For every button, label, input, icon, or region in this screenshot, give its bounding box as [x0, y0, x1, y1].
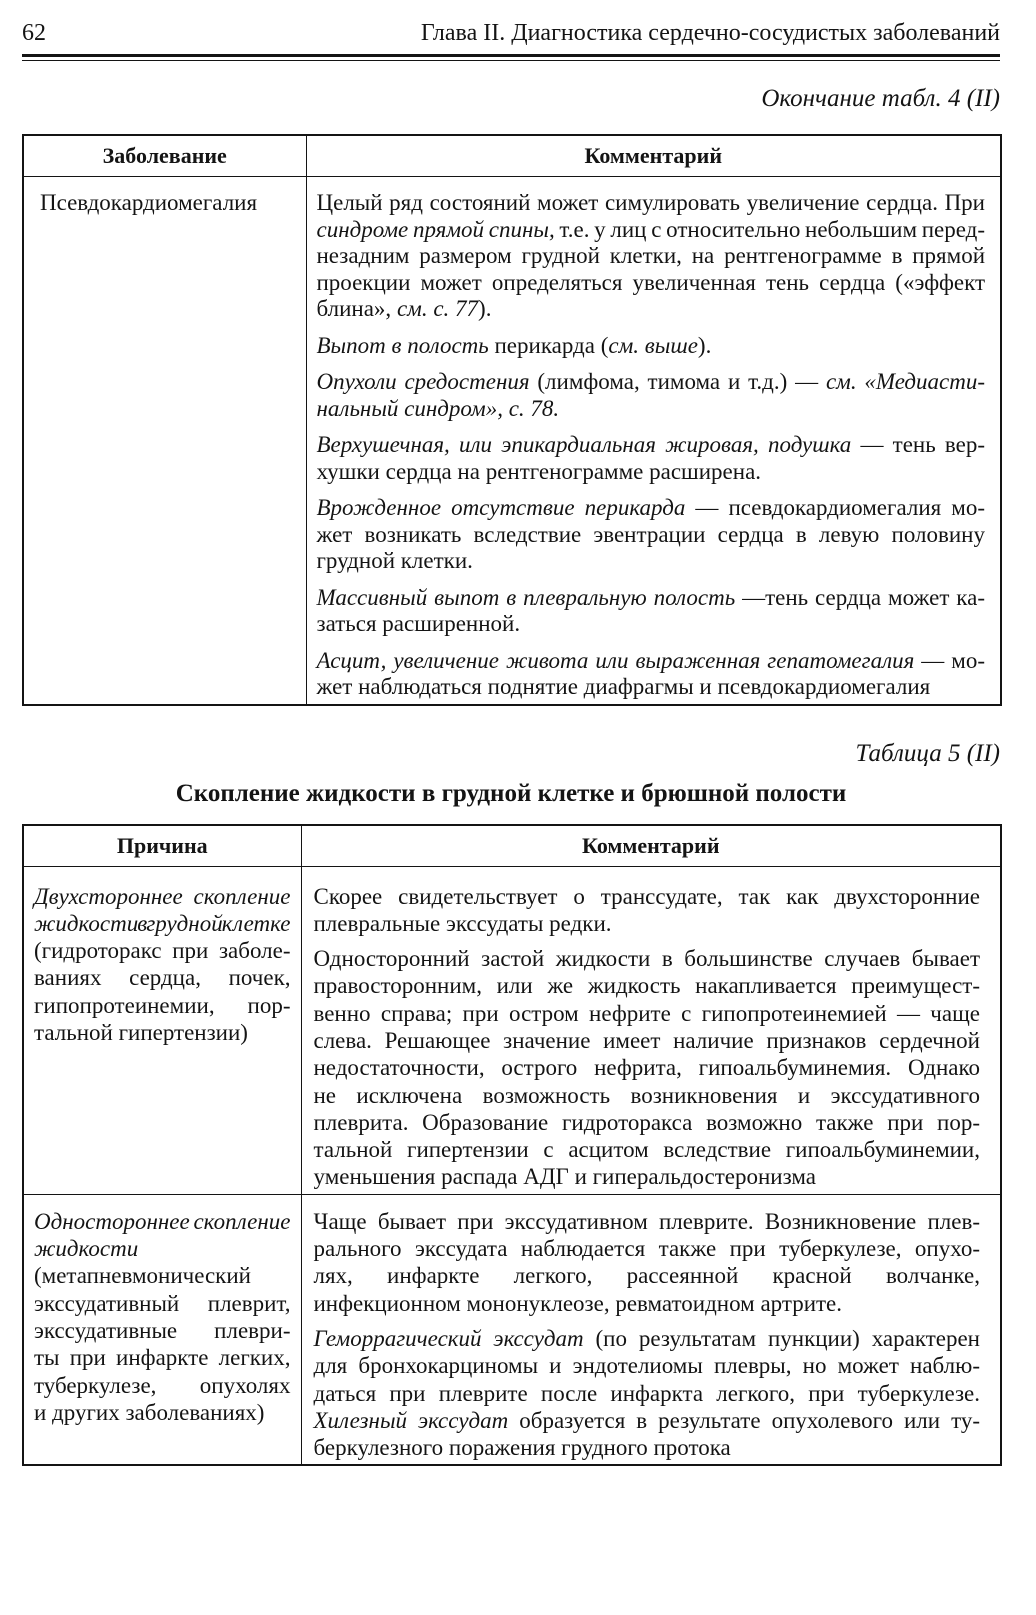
paragraph — [34, 883, 291, 1047]
text-line-content — [314, 1235, 981, 1262]
text-line — [314, 1262, 981, 1289]
text-line — [314, 1352, 981, 1379]
text-line — [314, 1082, 981, 1109]
text-run: — псевдокардиомегалия мо- — [685, 495, 985, 520]
text-line — [34, 1317, 291, 1344]
italic-text-run: Массивный выпот в плевральную полость — [316, 584, 736, 610]
text-line — [34, 1262, 291, 1289]
text-line — [317, 243, 986, 270]
text-run: ваниях сердца, почек, — [34, 965, 291, 991]
text-line-content — [317, 585, 985, 612]
text-line — [317, 432, 986, 459]
text-line-content — [314, 1054, 981, 1081]
table4-header-comment: Комментарий — [306, 135, 1001, 177]
paragraph — [317, 585, 986, 638]
text-run: — тень вер- — [851, 432, 985, 457]
text-line — [317, 674, 986, 701]
text-line-content — [34, 1290, 291, 1317]
text-line — [314, 972, 981, 999]
text-line — [314, 1027, 981, 1054]
text-line-content — [317, 333, 712, 360]
table5-header-row — [23, 825, 1001, 867]
text-line-content — [317, 611, 521, 638]
text-line — [317, 522, 986, 549]
text-run: ). — [478, 296, 492, 321]
paragraph — [314, 1208, 981, 1317]
text-run: жет возникать вследствие эвентрации сердца в левую половину — [316, 521, 985, 547]
text-run: образуется в результате опухолевого или ту- — [508, 1407, 980, 1433]
text-run: Целый ряд состояний может симулировать увеличение сердца. При — [316, 190, 985, 215]
table4-continuation-caption: Окончание табл. 4 (II) — [761, 85, 1000, 112]
text-line-content — [314, 883, 981, 910]
text-line-content — [314, 1208, 981, 1235]
text-run: экссудативный плеврит, — [34, 1290, 291, 1316]
text-line-content — [314, 1290, 843, 1317]
italic-text-run: Верхушечная, или эпикардиальная жировая, подушка — [316, 432, 852, 457]
text-line-content — [317, 296, 492, 323]
text-run: хушки сердца на рентгенограмме расширена. — [316, 458, 762, 484]
text-line — [317, 396, 986, 423]
paragraph — [317, 190, 986, 323]
text-line — [34, 1235, 291, 1262]
text-run: заться расширенной. — [316, 611, 521, 636]
text-line — [314, 883, 981, 910]
text-run: даться при плеврите после инфаркта легкого, при туберкулезе. — [313, 1380, 980, 1406]
italic-text-run: Хилезный экссудат — [313, 1407, 509, 1433]
text-run: и других заболеваниях) — [34, 1399, 265, 1425]
text-line-content — [314, 1082, 981, 1109]
italic-text-run: см. выше — [608, 332, 698, 358]
text-line-content — [34, 1399, 264, 1426]
text-run: (лимфома, тимома и т.д.) — — [529, 369, 826, 394]
text-run: туберкулезе, опухолях — [34, 1372, 291, 1398]
text-line — [34, 992, 291, 1019]
text-line-content — [34, 1019, 248, 1046]
paragraph — [317, 369, 986, 422]
paragraph — [317, 432, 986, 485]
paragraph — [317, 333, 986, 360]
text-line — [314, 910, 981, 937]
text-run: (по результатам пункции) характерен — [583, 1325, 980, 1351]
text-line — [314, 1109, 981, 1136]
text-line-content — [317, 674, 931, 701]
paragraph — [314, 883, 981, 938]
text-line — [317, 190, 986, 217]
table4-comment-cell — [306, 177, 1001, 705]
header-rule-thin — [22, 60, 1000, 61]
table4-condition-cell — [23, 177, 306, 705]
text-line-content — [317, 190, 986, 217]
text-line — [314, 945, 981, 972]
text-line — [34, 1019, 291, 1046]
text-line-content — [314, 1380, 981, 1407]
text-line-content — [34, 1208, 291, 1235]
text-run: инфекционном мононуклеозе, ревматоидном артрите. — [313, 1290, 843, 1316]
paragraph — [317, 495, 986, 575]
table5-header-cause: Причина — [23, 825, 301, 867]
text-run: Скорее свидетельствует о транссудате, так как двухсторонние — [313, 883, 980, 909]
paragraph — [34, 1208, 291, 1426]
text-run: рального экссудата наблюдается также при туберкулезе, опухо- — [313, 1236, 980, 1262]
text-line-content — [314, 1434, 731, 1461]
text-run: проекции может определяться увеличенная тень сердца («эффект — [316, 269, 985, 295]
text-run: Односторонний застой жидкости в большинстве случаев бывает — [313, 946, 980, 972]
text-line-content — [317, 217, 986, 244]
text-line-content — [317, 648, 985, 675]
text-line — [314, 1136, 981, 1163]
table5-cause-cell — [23, 866, 301, 1194]
text-line-content — [314, 1407, 981, 1434]
text-run: грудной клетки. — [316, 548, 473, 573]
table5-comment-cell — [301, 1194, 1001, 1465]
header-rule-thick — [22, 54, 1000, 57]
text-line-content — [317, 396, 560, 423]
text-run: ты при инфаркте легких, — [34, 1345, 291, 1371]
text-line — [314, 1054, 981, 1081]
table5-title: Скопление жидкости в грудной клетке и брюшной полости — [175, 779, 847, 807]
text-line — [314, 1434, 981, 1461]
text-run: жет наблюдаться поднятие диафрагмы и псевдокардиомегалия — [316, 674, 931, 699]
running-head-title: Глава II. Диагностика сердечно-сосудистых заболеваний — [420, 20, 1000, 46]
text-line — [317, 611, 986, 638]
italic-text-run: Асцит, увеличение живота или выраженная гепатомегалия — [316, 647, 915, 673]
text-run: блина», — [316, 296, 397, 321]
text-run: —тень сердца может ка- — [735, 584, 985, 610]
text-line-content — [34, 1344, 291, 1371]
text-line-content — [34, 992, 291, 1019]
text-line — [34, 964, 291, 991]
text-line — [34, 1290, 291, 1317]
paragraph — [314, 1325, 981, 1461]
text-line-content — [314, 1109, 981, 1136]
text-line-content — [34, 1235, 138, 1262]
italic-text-run: нальный синдром», с. 78. — [316, 395, 560, 421]
text-run: Псевдокардиомегалия — [40, 190, 258, 215]
text-run: слева. Решающее значение имеет наличие признаков сердечной — [313, 1027, 980, 1053]
text-line-content — [314, 1325, 981, 1352]
italic-text-run: Геморрагический экссудат — [313, 1325, 584, 1351]
text-line-content — [317, 459, 762, 486]
text-line — [317, 369, 986, 396]
text-run: недостаточности, острого нефрита, гипоальбуминемия. Однако — [313, 1055, 980, 1081]
text-line — [314, 1290, 981, 1317]
text-line-content — [317, 243, 986, 270]
table5-cause-cell — [23, 1194, 301, 1465]
text-run: не исключена возможность возникновения и экссудативного — [313, 1082, 980, 1108]
text-line-content — [314, 1352, 981, 1379]
paragraph — [40, 190, 291, 217]
text-line-content — [314, 1000, 981, 1027]
text-line — [314, 1000, 981, 1027]
italic-text-run: см. «Медиасти- — [825, 369, 985, 394]
text-run: тальной гипертензии) — [34, 1019, 248, 1045]
table5-header-comment: Комментарий — [301, 825, 1001, 867]
text-line — [314, 1235, 981, 1262]
text-line — [34, 910, 291, 937]
text-run: — мо- — [914, 647, 985, 673]
text-line — [317, 296, 986, 323]
text-line — [314, 1325, 981, 1352]
text-line — [317, 459, 986, 486]
text-line-content — [40, 190, 257, 217]
text-line-content — [317, 270, 986, 297]
text-line — [34, 1399, 291, 1426]
italic-text-run: жидкости — [34, 1236, 139, 1262]
table-row — [23, 177, 1001, 705]
paragraph — [317, 648, 986, 701]
text-line — [34, 937, 291, 964]
text-line — [34, 1372, 291, 1399]
text-line-content — [34, 1317, 291, 1344]
text-line-content — [314, 1163, 817, 1190]
italic-text-run: жидкости в грудной клетке — [34, 910, 291, 936]
text-line-content — [317, 495, 985, 522]
text-line — [317, 217, 986, 244]
table4 — [22, 134, 1002, 706]
text-line — [314, 1208, 981, 1235]
text-line-content — [314, 1027, 981, 1054]
text-line — [317, 548, 986, 575]
text-run: ). — [697, 332, 712, 358]
book-page — [22, 15, 1000, 1466]
text-line — [317, 585, 986, 612]
text-line-content — [314, 1136, 981, 1163]
text-run: правосторонним, или же жидкость накапливается преимущест- — [313, 973, 980, 999]
table-row — [23, 1194, 1001, 1465]
text-line — [317, 333, 986, 360]
paragraph — [314, 945, 981, 1191]
text-line-content — [317, 432, 986, 459]
table5-caption: Таблица 5 (II) — [855, 739, 1000, 767]
text-line — [34, 1344, 291, 1371]
table4-header-row — [23, 135, 1001, 177]
table4-header-condition: Заболевание — [23, 135, 306, 177]
text-line — [314, 1407, 981, 1434]
italic-text-run: Одностороннее скопление — [34, 1208, 291, 1234]
text-run: перикарда ( — [488, 332, 609, 358]
italic-text-run: синдроме прямой спины, — [316, 216, 555, 242]
text-line — [34, 1208, 291, 1235]
text-run: плевральные экссудаты редки. — [313, 910, 612, 936]
text-run: для бронхокарциномы и эндотелиомы плевры, но может наблю- — [313, 1353, 980, 1379]
text-line — [317, 648, 986, 675]
text-run: лях, инфаркте легкого, рассеянной красной волчанке, — [313, 1263, 980, 1289]
text-run: плеврита. Образование гидроторакса возможно также при пор- — [313, 1109, 980, 1135]
text-line-content — [314, 972, 981, 999]
text-run: (гидроторакс при заболе- — [34, 938, 291, 964]
text-run: гипопротеинемии, пор- — [34, 992, 291, 1018]
text-line — [317, 495, 986, 522]
text-line-content — [34, 1262, 251, 1289]
table5 — [22, 824, 1002, 1467]
text-run: экссудативные плеври- — [34, 1317, 291, 1343]
italic-text-run: Двухстороннее скопление — [34, 883, 291, 909]
text-line-content — [317, 369, 986, 396]
text-run: уменьшения распада АДГ и гиперальдостеронизма — [313, 1164, 816, 1190]
text-line — [314, 1380, 981, 1407]
text-run: незадним размером грудной клетки, на рентгенограмме в прямой — [316, 243, 985, 268]
table5-comment-cell — [301, 866, 1001, 1194]
text-run: (метапневмонический — [34, 1263, 251, 1289]
text-line — [40, 190, 291, 217]
text-line-content — [314, 945, 981, 972]
italic-text-run: Врожденное отсутствие перикарда — [316, 495, 686, 520]
text-line-content — [317, 522, 986, 549]
text-run: венно справа; при остром нефрите с гипопротеинемией — чаще — [313, 1000, 980, 1026]
text-line-content — [34, 937, 291, 964]
text-run: Чаще бывает при экссудативном плеврите. Возникновение плев- — [313, 1208, 980, 1234]
table-row — [23, 866, 1001, 1194]
italic-text-run: Опухоли средостения — [316, 369, 530, 394]
text-line-content — [34, 910, 291, 937]
text-run: т.е. у лиц с относительно небольшим перед- — [554, 216, 985, 242]
text-line-content — [34, 883, 291, 910]
text-line-content — [34, 964, 291, 991]
text-line-content — [314, 910, 612, 937]
text-run: беркулезного поражения грудного протока — [313, 1435, 731, 1461]
page-number: 62 — [22, 20, 46, 46]
running-header — [22, 15, 1000, 51]
text-line-content — [314, 1262, 981, 1289]
italic-text-run: см. с. 77 — [396, 296, 479, 321]
italic-text-run: Выпот в полость — [316, 332, 489, 358]
text-run: тальной гипертензии с асцитом вследствие гипоальбуминемии, — [313, 1137, 980, 1163]
text-line-content — [317, 548, 473, 575]
text-line — [314, 1163, 981, 1190]
text-line — [317, 270, 986, 297]
text-line — [34, 883, 291, 910]
text-line-content — [34, 1372, 291, 1399]
